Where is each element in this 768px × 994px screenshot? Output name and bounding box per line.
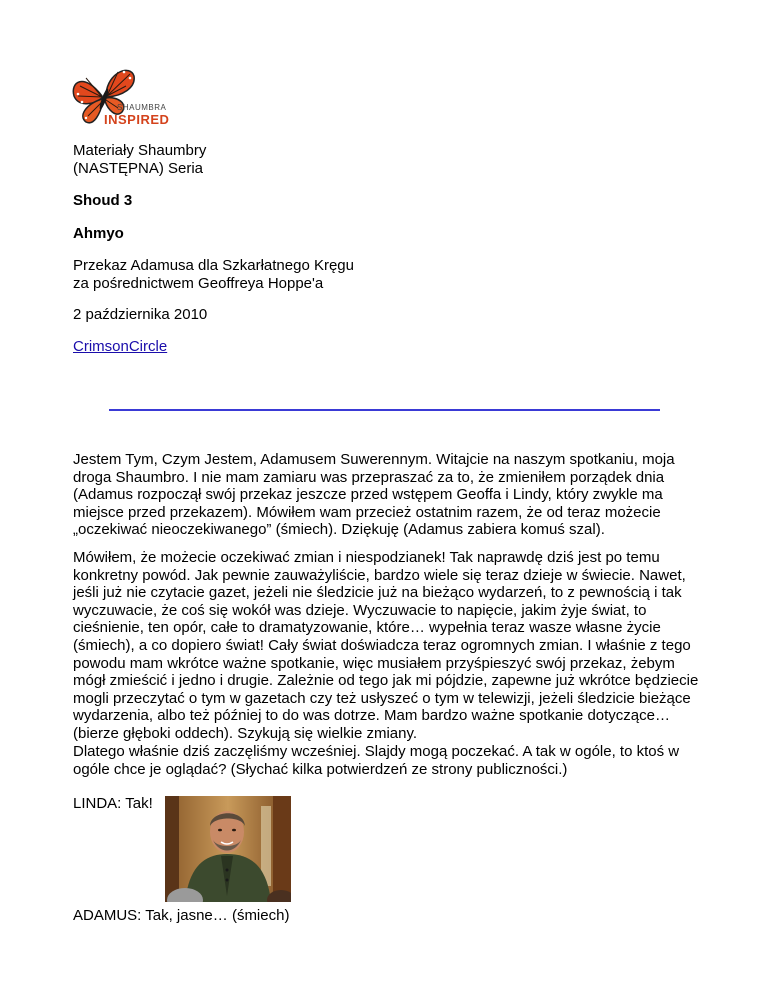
- paragraph-slides: Dlatego właśnie dziś zaczęliśmy wcześniej. Slajdy mogą poczekać. A tak w ogóle, to ktoś w ogóle chce je oglądać? (Słychać kilka potwierdzeń ze strony publiczności.): [73, 743, 680, 778]
- linda-line: LINDA: Tak!: [73, 795, 153, 812]
- series-line-1: Materiały Shaumbry: [73, 142, 207, 159]
- paragraph-changes: Mówiłem, że możecie oczekiwać zmian i niespodzianek! Tak naprawdę dziś jest po temu konkretny powód. Jak pewnie zauważyliście, bardzo wiele się teraz dzieje w świecie. Nawet, jeśli już nie czytacie gazet, jeżeli nie śledzicie już na bieżąco wydarzeń, to z pewnością i tak wyczuwacie, że coś się wokół was dzieje. Wyczuwacie to napięcie, jakim żyje świat, to cieśnienie, ten opór, całe to dramatyzowanie, które… wypełnia teraz wasze własne życie (śmiech), a co dopiero świat! Cały świat doświadcza teraz ogromnych zmian. I właśnie z tego powodu mam wkrótce ważne spotkanie, więc musiałem przyśpieszyć swój przekaz, żebym mógł zmieścić i jedno i drugie. Zależnie od tego jak mi pójdzie, zapewne już wkrótce będziecie mogli przeczytać o tym w gazetach czy też usłyszeć o tym w telewizji, jeżeli śledzicie bieżące wydarzenia, albo też później to do was dotrze. Mam bardzo ważne spotkanie dotyczące… (bierze głęboki oddech). Szykują się wielkie zmiany.: [73, 549, 699, 742]
- channel-line-2: za pośrednictwem Geoffreya Hoppe'a: [73, 275, 324, 292]
- series-line-2: (NASTĘPNA) Seria: [73, 160, 204, 177]
- channel-line-1: Przekaz Adamusa dla Szkarłatnego Kręgu: [73, 257, 354, 274]
- horizontal-rule: [109, 409, 660, 411]
- logo-text-inspired: INSPIRED: [104, 112, 170, 127]
- logo-text-shaumbra: SHAUMBRA: [117, 103, 167, 112]
- crimsoncircle-link[interactable]: CrimsonCircle: [73, 338, 168, 355]
- page-title: Ahmyo: [73, 225, 124, 242]
- shoud-number: Shoud 3: [73, 192, 133, 209]
- adamus-line: ADAMUS: Tak, jasne… (śmiech): [73, 907, 290, 924]
- adamus-photo: [165, 796, 291, 902]
- paragraph-intro: Jestem Tym, Czym Jestem, Adamusem Suwerennym. Witajcie na naszym spotkaniu, moja droga Shaumbro. I nie mam zamiaru was przepraszać za to, że zmieniłem porządek dnia (Adamus rozpoczął swój przekaz jeszcze przed wstępem Geoffa i Lindy, który zwykle ma miejsce przed przekazem). Mówiłem wam przecież ostatnim razem, że od teraz możecie „oczekiwać nieoczekiwanego” (śmiech). Dziękuję (Adamus zabiera komuś szal).: [73, 451, 675, 539]
- date: 2 października 2010: [73, 306, 208, 323]
